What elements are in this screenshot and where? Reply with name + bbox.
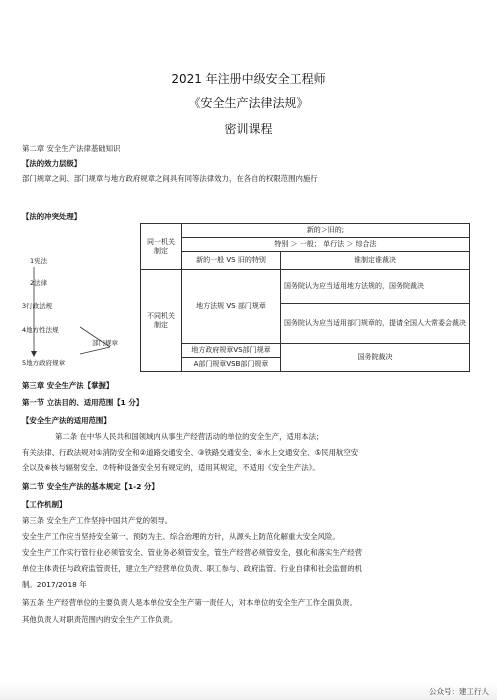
diff-local-vs-dept-label: 地方法规 VS 部门规章 — [182, 270, 281, 344]
hierarchy-item-admin-regulation: 3行政法规 — [22, 302, 53, 310]
article3-line5: 制。2017/2018 年 — [22, 580, 87, 589]
same-rule-new-general-vs-old-special: 新的一般 VS 旧的特别 — [182, 252, 281, 270]
diff-dept-vs-dept: A部门规章VSB部门规章 — [182, 358, 281, 372]
chapter3-heading: 第三章 安全生产法【掌握】 — [22, 381, 114, 390]
diff-rule-dept: 国务院认为应当适用部门规章的，提请全国人大常委会裁决 — [281, 304, 470, 344]
article5-line1: 第五条 生产经营单位的主要负责人是本单位安全生产第一责任人，对本单位的安全生产工作全面负责。 — [22, 598, 357, 607]
diff-state-council-ruling: 国务院裁决 — [281, 344, 470, 372]
article3-line4: 单位主体责任与政府监管责任，建立生产经营单位负责、职工参与、政府监管、行业自律和社会监督的机 — [22, 564, 362, 573]
same-organ-label: 同一机关制定 — [141, 224, 182, 270]
chapter3-section2-heading: 第二节 安全生产法的基本规定【1-2 分】 — [22, 482, 159, 491]
chapter3-section1-subtitle: 【安全生产法的适用范围】 — [22, 416, 111, 425]
conflict-table — [140, 223, 470, 372]
chapter3-section1-heading: 第一节 立法目的、适用范围【1 分】 — [22, 398, 144, 407]
hierarchy-item-law: 2法律 — [30, 279, 48, 287]
article3-line2: 安全生产工作应当坚持安全第一、预防为主、综合治理的方针，从源头上防范化解重大安全风险。 — [22, 532, 340, 541]
footer-bar — [0, 682, 497, 700]
article5-line2: 其他负责人对职责范围内的安全生产工作负责。 — [22, 615, 178, 624]
doc-title-line1: 2021 年注册中级安全工程师 — [171, 72, 326, 86]
section-effect-level-title: 【法的效力层级】 — [22, 159, 82, 168]
section-conflict-title: 【法的冲突处理】 — [22, 212, 82, 221]
article2-line3: 全以及⑥核与辐射安全、⑦特种设备安全另有规定的，适用其规定，不适用《安全生产法》。 — [22, 463, 320, 472]
same-rule-result: 谁制定谁裁决 — [281, 252, 470, 270]
hierarchy-item-constitution: 1宪法 — [30, 257, 48, 265]
same-rule-special-general: 特别 ＞ 一般； 单行法 ＞ 综合法 — [182, 238, 470, 252]
diff-organ-label: 不同机关制定 — [141, 270, 182, 372]
article3-line1: 第三条 安全生产工作坚持中国共产党的领导。 — [22, 516, 173, 525]
doc-title-line3: 密训课程 — [224, 122, 273, 136]
hierarchy-item-local-gov-rule: 5地方政府规章 — [22, 359, 66, 367]
chapter3-section2-subtitle: 【工作机制】 — [22, 500, 67, 509]
hierarchy-item-local-regulation: 4地方性法规 — [22, 326, 59, 334]
section-effect-level-text: 部门规章之间、部门规章与地方政府规章之间具有同等法律效力，在各自的权限范围内施行 — [22, 174, 318, 183]
article3-line3: 安全生产工作实行管行业必须管安全、管业务必须管安全，管生产经营必须管安全，强化和落实生产经营 — [22, 548, 362, 557]
article2-line1: 第二条 在中华人民共和国领域内从事生产经营活动的单位的安全生产，适用本法； — [55, 432, 324, 441]
footer-watermark: 公众号：建工行人 — [429, 687, 489, 696]
chapter2-heading: 第二章 安全生产法律基础知识 — [22, 144, 121, 153]
diff-rule-local: 国务院认为应当适用地方法规的，国务院裁决 — [281, 270, 470, 304]
doc-title-line2: 《安全生产法律法规》 — [188, 96, 309, 110]
hierarchy-item-department-rule: 部门规章 — [92, 339, 118, 347]
same-rule-new-old: 新的＞旧的; — [182, 224, 470, 238]
diff-local-gov-vs-dept: 地方政府规章VS部门规章 — [182, 344, 281, 358]
article2-line2: 有关法律、行政法规对①消防安全和②道路交通安全、③铁路交通安全、④水上交通安全、⑤民用航空安 — [22, 448, 359, 457]
